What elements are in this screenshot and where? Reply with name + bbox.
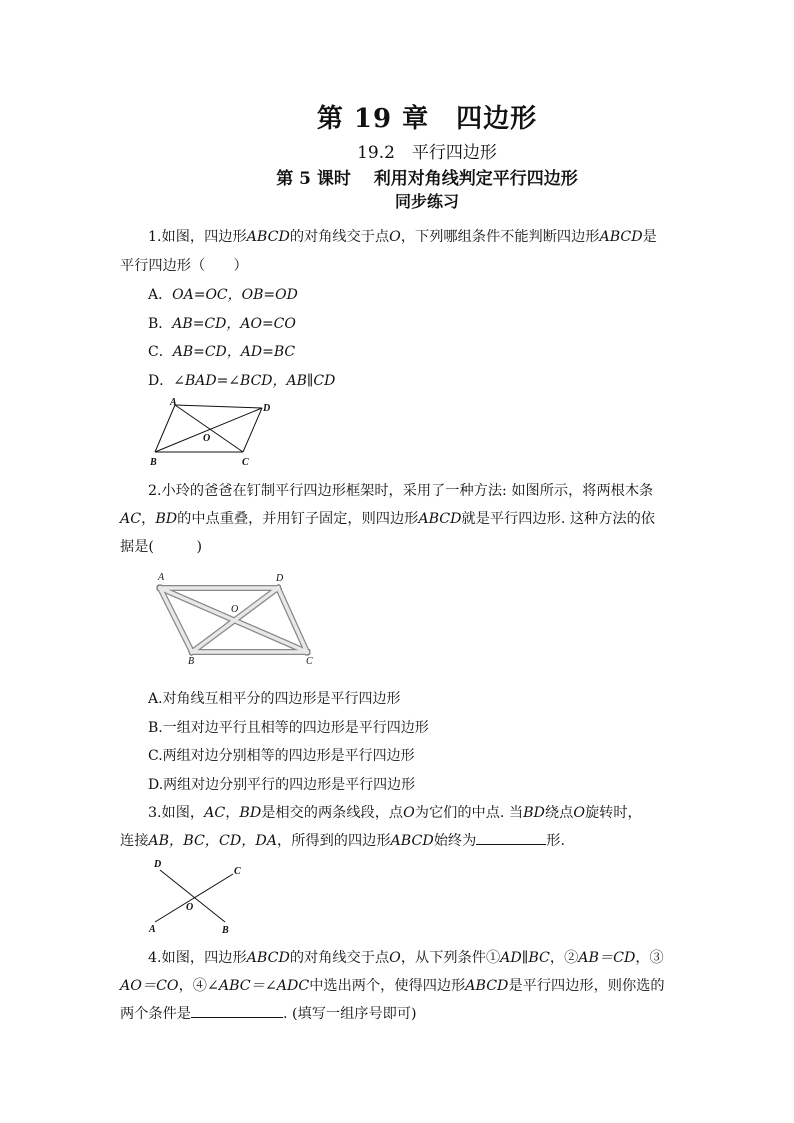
q1-label-b: B — [150, 457, 157, 468]
q2-line2: AC，BD的中点重叠，并用钉子固定，则四边形ABCD就是平行四边形. 这种方法的依 — [120, 511, 655, 527]
q4-line2: AO＝CO，④∠ABC＝∠ADC中选出两个，使得四边形ABCD是平行四边形，则你选的 — [120, 978, 665, 994]
q2-option-a: A.对角线互相平分的四边形是平行四边形 — [148, 691, 401, 707]
q3-line1: 3.如图，AC，BD是相交的两条线段，点O为它们的中点. 当BD绕点O旋转时， — [148, 805, 642, 821]
q1-parallelogram-figure — [145, 395, 280, 470]
q1-label-o: O — [203, 433, 211, 444]
practice-label: 同步练习 — [394, 192, 459, 211]
q4-answer-blank[interactable] — [191, 1003, 283, 1018]
q1-line2: 平行四边形（ ） — [120, 258, 248, 274]
q3-label-a: A — [149, 924, 156, 935]
section-title: 19.2 平行四边形 — [357, 143, 497, 163]
q2-option-b: B.一组对边平行且相等的四边形是平行四边形 — [148, 720, 429, 736]
q2-option-d: D.两组对边分别平行的四边形是平行四边形 — [148, 777, 416, 793]
q3-label-b: B — [222, 925, 229, 936]
q1-line1: 1.如图，四边形ABCD的对角线交于点O，下列哪组条件不能判断四边形ABCD是 — [148, 229, 657, 245]
q1-label-d: D — [263, 403, 271, 414]
q3-label-c: C — [234, 866, 241, 877]
chapter-title: 第 19 章 四边形 — [316, 104, 538, 134]
q1-label-c: C — [242, 457, 249, 468]
q1-option-a: A．OA=OC，OB=OD — [148, 287, 298, 303]
q2-label-a: A — [158, 572, 165, 583]
q2-label-b: B — [188, 656, 195, 667]
q2-option-c: C.两组对边分别相等的四边形是平行四边形 — [148, 748, 415, 764]
q2-wooden-frame-figure — [150, 570, 330, 670]
lesson-title: 第 5 课时 利用对角线判定平行四边形 — [276, 169, 578, 189]
q2-label-c: C — [306, 656, 313, 667]
q1-label-a: A — [170, 397, 177, 408]
q1-option-d: D．∠BAD=∠BCD，AB∥CD — [148, 373, 336, 389]
q2-label-d: D — [276, 573, 284, 584]
q4-line1: 4.如图，四边形ABCD的对角线交于点O，从下列条件①AD∥BC，②AB＝CD，③ — [148, 950, 664, 966]
q3-answer-blank[interactable] — [476, 830, 546, 845]
q2-line1: 2.小玲的爸爸在钉制平行四边形框架时，采用了一种方法: 如图所示，将两根木条 — [148, 483, 654, 499]
q4-line3: 两个条件是 . (填写一组序号即可) — [120, 1003, 417, 1023]
q3-segments-figure — [145, 852, 255, 937]
q3-label-o: O — [186, 902, 194, 913]
q1-option-c: C．AB=CD，AD=BC — [148, 344, 296, 360]
q3-label-d: D — [154, 859, 162, 870]
q2-line3: 据是( ) — [120, 539, 203, 555]
q2-label-o: O — [231, 604, 239, 615]
q1-option-b: B．AB=CD，AO=CO — [148, 316, 296, 332]
q3-line2: 连接AB，BC，CD，DA，所得到的四边形ABCD始终为 形. — [120, 830, 565, 850]
